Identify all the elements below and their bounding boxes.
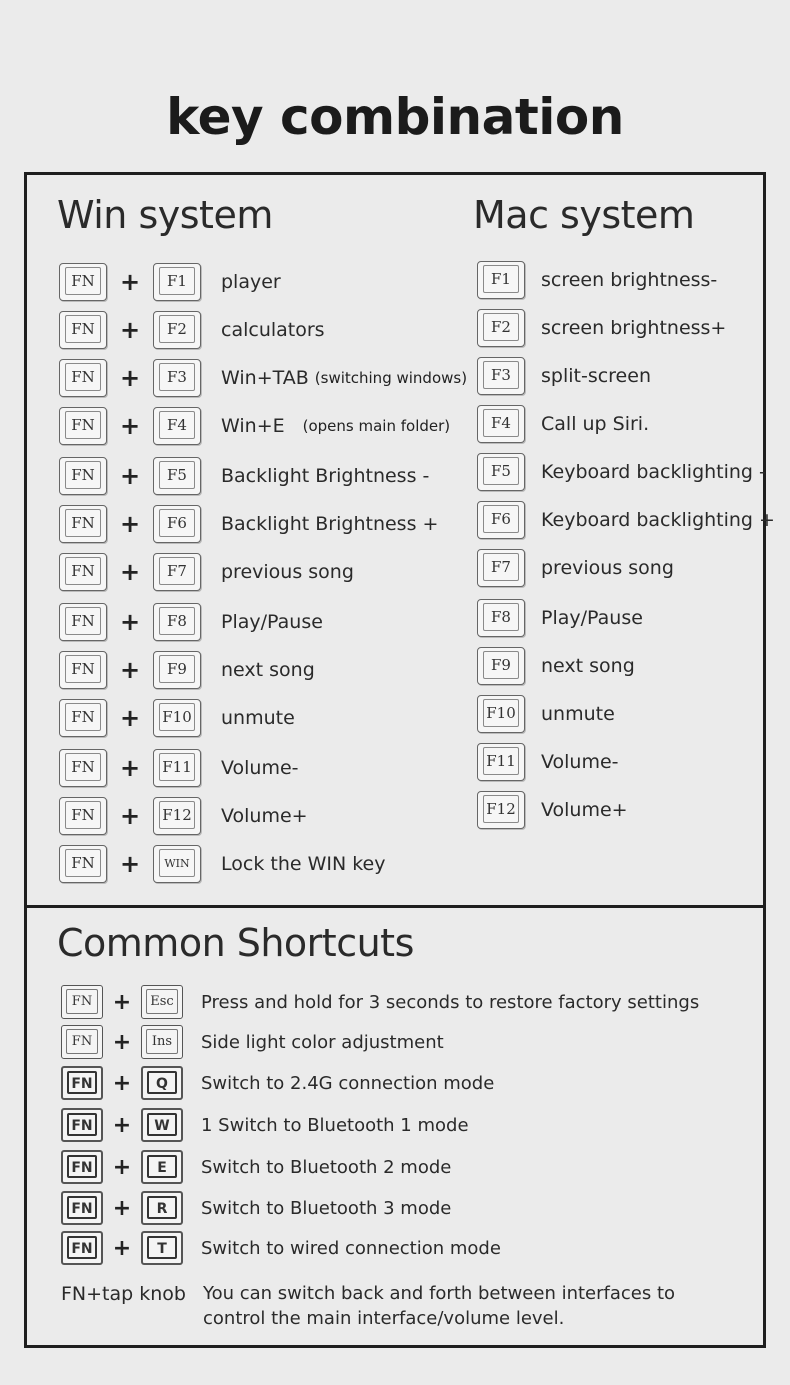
plus-sign: + [119, 364, 141, 392]
fn-key-label: FN [71, 1241, 93, 1257]
shortcut-description: Win+E [221, 415, 285, 437]
fn-key [61, 1066, 103, 1100]
fn-key-label: FN [71, 1118, 93, 1134]
fn-key [59, 553, 107, 591]
fn-key-label: FN [71, 1034, 93, 1049]
knob-description: You can switch back and forth between interfaces to control the main interface/volume level. [203, 1283, 676, 1329]
shortcut-table [24, 172, 775, 1348]
common-shortcut-row [61, 981, 699, 1023]
mac-shortcut-row [477, 547, 674, 589]
fn-key-label: FN [71, 994, 93, 1009]
plus-sign: + [119, 850, 141, 878]
function-key-label: F10 [162, 708, 192, 726]
win-shortcut-row [59, 261, 281, 303]
plus-sign: + [119, 462, 141, 490]
function-key [153, 651, 201, 689]
function-key [477, 599, 525, 637]
fn-key [59, 845, 107, 883]
shortcut-description: Switch to Bluetooth 3 mode [201, 1197, 452, 1219]
function-key-label: F11 [486, 752, 516, 770]
function-key-label: F1 [167, 272, 187, 290]
mac-shortcut-row [477, 645, 635, 687]
shortcut-description: unmute [221, 707, 295, 729]
plus-sign: + [119, 268, 141, 296]
shortcut-description: split-screen [541, 365, 651, 387]
fn-key-label: FN [71, 466, 95, 484]
win-shortcut-row [59, 649, 315, 691]
letter-key [141, 1025, 183, 1059]
win-shortcut-row [59, 843, 386, 885]
function-key [477, 453, 525, 491]
fn-key-label: FN [71, 612, 95, 630]
shortcut-description: Switch to Bluetooth 2 mode [201, 1156, 452, 1178]
common-heading: Common Shortcuts [57, 921, 414, 965]
function-key-label: F3 [167, 368, 187, 386]
function-key-label: F4 [167, 416, 187, 434]
common-shortcut-row [61, 1146, 451, 1188]
fn-key-label: FN [71, 514, 95, 532]
fn-key [61, 1191, 103, 1225]
fn-key [59, 699, 107, 737]
fn-key-label: FN [71, 272, 95, 290]
shortcut-description: next song [221, 659, 315, 681]
letter-key-label: Ins [151, 1034, 173, 1049]
letter-key-label: Esc [150, 994, 174, 1009]
fn-key [59, 263, 107, 301]
plus-sign: + [112, 1235, 132, 1261]
function-key [153, 699, 201, 737]
win-shortcut-row [59, 309, 325, 351]
plus-sign: + [119, 558, 141, 586]
function-key [477, 261, 525, 299]
shortcut-description: Volume+ [221, 805, 308, 827]
function-key-label: F10 [486, 704, 516, 722]
shortcut-description: unmute [541, 703, 615, 725]
function-key-label: F9 [491, 656, 511, 674]
plus-sign: + [119, 510, 141, 538]
plus-sign: + [119, 656, 141, 684]
mac-shortcut-row [477, 451, 766, 493]
function-key-label: F6 [491, 510, 511, 528]
letter-key [141, 1150, 183, 1184]
win-shortcut-row [59, 357, 467, 399]
fn-key [59, 651, 107, 689]
fn-key-label: FN [71, 320, 95, 338]
letter-key-label: Q [156, 1076, 168, 1092]
section-divider [27, 905, 763, 908]
mac-shortcut-row [477, 499, 775, 541]
function-key [153, 457, 201, 495]
shortcut-description: previous song [221, 561, 354, 583]
fn-key-label: FN [71, 660, 95, 678]
function-key [153, 797, 201, 835]
fn-key [59, 603, 107, 641]
shortcut-description: Switch to 2.4G connection mode [201, 1072, 495, 1094]
shortcut-description: Call up Siri. [541, 413, 650, 435]
shortcut-description: Backlight Brightness - [221, 465, 430, 487]
mac-shortcut-row [477, 307, 726, 349]
plus-sign: + [112, 1070, 132, 1096]
letter-key [141, 1191, 183, 1225]
fn-key [61, 1108, 103, 1142]
mac-shortcut-row [477, 355, 651, 397]
common-shortcut-row [61, 1021, 444, 1063]
shortcut-note: (opens main folder) [302, 417, 451, 435]
fn-key [61, 1231, 103, 1265]
function-key-label: F7 [491, 558, 511, 576]
letter-key-label: R [156, 1201, 168, 1217]
plus-sign: + [119, 316, 141, 344]
fn-key [59, 359, 107, 397]
fn-key [59, 457, 107, 495]
function-key [153, 407, 201, 445]
function-key-label: F2 [491, 318, 511, 336]
win-shortcut-row [59, 601, 323, 643]
function-key [477, 357, 525, 395]
win-shortcut-row [59, 503, 438, 545]
win-shortcut-row [59, 697, 295, 739]
letter-key-label: W [154, 1118, 170, 1134]
plus-sign: + [119, 704, 141, 732]
fn-key [61, 1025, 103, 1059]
function-key-label: F7 [167, 562, 187, 580]
mac-shortcut-row [477, 597, 643, 639]
function-key-label: F2 [167, 320, 187, 338]
common-shortcut-row [61, 1104, 469, 1146]
plus-sign: + [112, 989, 132, 1015]
shortcut-description: Win+TAB [221, 367, 309, 389]
fn-key [59, 797, 107, 835]
plus-sign: + [112, 1112, 132, 1138]
mac-heading: Mac system [473, 193, 695, 237]
plus-sign: + [112, 1154, 132, 1180]
shortcut-description: Side light color adjustment [201, 1031, 444, 1053]
shortcut-note: (switching windows) [314, 369, 468, 387]
shortcut-description: screen brightness- [541, 269, 718, 291]
win-shortcut-row [59, 405, 450, 447]
mac-shortcut-row [477, 259, 717, 301]
function-key [477, 501, 525, 539]
function-key [477, 405, 525, 443]
win-shortcut-row [59, 747, 299, 789]
fn-key [61, 985, 103, 1019]
function-key-label: F6 [167, 514, 187, 532]
win-shortcut-row [59, 551, 354, 593]
shortcut-description: Keyboard backlighting - [541, 461, 766, 483]
common-shortcut-row [61, 1187, 451, 1229]
function-key [153, 845, 201, 883]
shortcut-description: next song [541, 655, 635, 677]
shortcut-description: Lock the WIN key [221, 853, 386, 875]
function-key [477, 647, 525, 685]
plus-sign: + [112, 1195, 132, 1221]
fn-key [59, 311, 107, 349]
letter-key [141, 1231, 183, 1265]
letter-key [141, 1066, 183, 1100]
fn-key [59, 407, 107, 445]
fn-key [59, 749, 107, 787]
function-key [153, 359, 201, 397]
shortcut-description: Press and hold for 3 seconds to restore factory settings [201, 991, 700, 1013]
mac-shortcut-row [477, 693, 615, 735]
function-key [153, 263, 201, 301]
shortcut-description: Keyboard backlighting + [541, 509, 775, 531]
function-key-label: F11 [162, 758, 192, 776]
shortcut-description: Play/Pause [541, 607, 643, 629]
plus-sign: + [119, 412, 141, 440]
function-key-label: F5 [491, 462, 511, 480]
mac-shortcut-row [477, 403, 649, 445]
function-key-label: F8 [491, 608, 511, 626]
letter-key [141, 985, 183, 1019]
letter-key [141, 1108, 183, 1142]
shortcut-description: player [221, 271, 281, 293]
function-key [477, 309, 525, 347]
mac-shortcut-row [477, 741, 619, 783]
function-key-label: F12 [162, 806, 192, 824]
function-key-label: F5 [167, 466, 187, 484]
shortcut-description: Volume- [541, 751, 619, 773]
function-key [477, 549, 525, 587]
function-key-label: F3 [491, 366, 511, 384]
function-key [153, 749, 201, 787]
fn-key-label: FN [71, 806, 95, 824]
fn-key-label: FN [71, 758, 95, 776]
function-key-label: F12 [486, 800, 516, 818]
fn-key [61, 1150, 103, 1184]
common-shortcut-row [61, 1227, 501, 1269]
function-key-label: F9 [167, 660, 187, 678]
shortcut-description: Play/Pause [221, 611, 323, 633]
function-key-label: WIN [164, 857, 190, 870]
page-title: key combination [166, 88, 624, 146]
function-key [477, 743, 525, 781]
fn-key-label: FN [71, 1160, 93, 1176]
plus-sign: + [119, 608, 141, 636]
shortcut-description: calculators [221, 319, 325, 341]
function-key [477, 791, 525, 829]
fn-key-label: FN [71, 562, 95, 580]
mac-shortcut-row [477, 789, 628, 831]
function-key [153, 311, 201, 349]
fn-key-label: FN [71, 1201, 93, 1217]
shortcut-description: Volume- [221, 757, 299, 779]
shortcut-description: Switch to wired connection mode [201, 1237, 501, 1259]
function-key [153, 553, 201, 591]
shortcut-description: Backlight Brightness + [221, 513, 439, 535]
function-key [153, 603, 201, 641]
fn-key-label: FN [71, 708, 95, 726]
win-shortcut-row [59, 455, 429, 497]
fn-key-label: FN [71, 416, 95, 434]
letter-key-label: E [157, 1160, 167, 1176]
function-key [153, 505, 201, 543]
shortcut-description: previous song [541, 557, 674, 579]
plus-sign: + [112, 1029, 132, 1055]
fn-key-label: FN [71, 1076, 93, 1092]
function-key [477, 695, 525, 733]
letter-key-label: T [157, 1241, 167, 1257]
fn-key [59, 505, 107, 543]
shortcut-description: 1 Switch to Bluetooth 1 mode [201, 1114, 469, 1136]
function-key-label: F8 [167, 612, 187, 630]
win-heading: Win system [57, 193, 273, 237]
fn-key-label: FN [71, 368, 95, 386]
plus-sign: + [119, 754, 141, 782]
function-key-label: F1 [491, 270, 511, 288]
fn-key-label: FN [71, 854, 95, 872]
win-shortcut-row [59, 795, 308, 837]
common-shortcut-row [61, 1062, 494, 1104]
function-key-label: F4 [491, 414, 511, 432]
shortcut-description: Volume+ [541, 799, 628, 821]
knob-label: FN+tap knob [61, 1283, 186, 1305]
plus-sign: + [119, 802, 141, 830]
shortcut-description: screen brightness+ [541, 317, 727, 339]
